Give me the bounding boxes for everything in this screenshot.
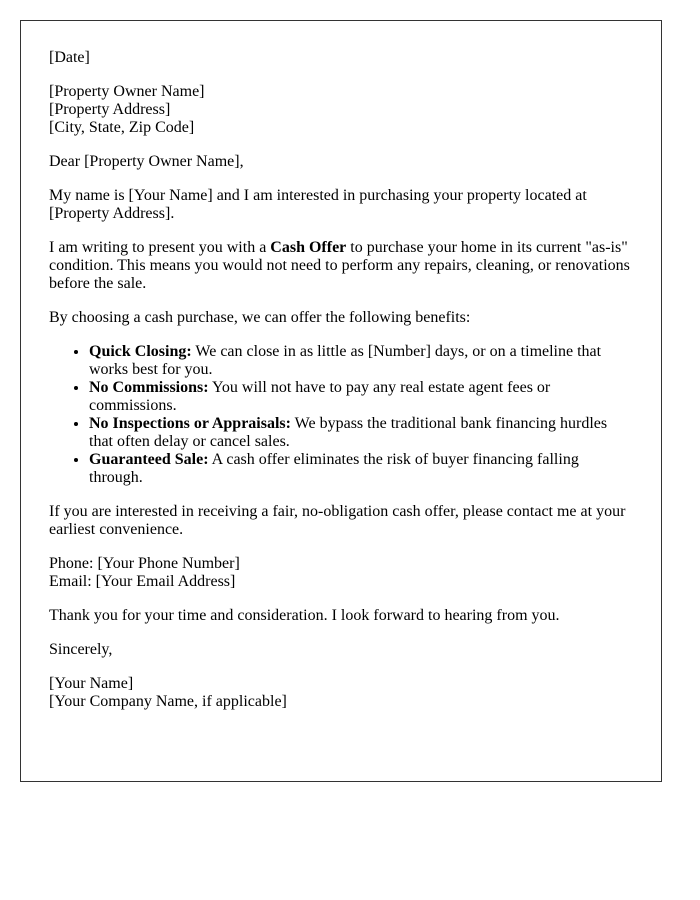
recipient-block [49, 83, 633, 137]
benefit-text: You will not have to pay any real estate agent fees or commissions. [89, 379, 551, 414]
benefit-item [89, 343, 633, 379]
benefit-title: No Inspections or Appraisals: [89, 415, 291, 432]
contact-email: Email: [Your Email Address] [49, 573, 236, 590]
recipient-address: [Property Address] [49, 101, 171, 118]
benefit-text: A cash offer eliminates the risk of buyer financing falling through. [89, 451, 579, 486]
salutation: Dear [Property Owner Name], [49, 153, 244, 170]
contact-intro: If you are interested in receiving a fair, no-obligation cash offer, please contact me at your earliest convenience. [49, 503, 626, 538]
benefit-text: We can close in as little as [Number] days, or on a timeline that works best for you. [89, 343, 602, 378]
benefit-title: No Commissions: [89, 379, 209, 396]
benefit-item [89, 415, 633, 451]
offer-bold: Cash Offer [270, 239, 347, 256]
benefit-item [89, 451, 633, 487]
benefit-item [89, 379, 633, 415]
date: [Date] [49, 49, 90, 66]
signature-name: [Your Name] [49, 675, 134, 692]
letter [20, 20, 662, 782]
recipient-name: [Property Owner Name] [49, 83, 205, 100]
offer-text-before: I am writing to present you with a [49, 239, 271, 256]
signature-block [49, 675, 633, 711]
benefits-intro: By choosing a cash purchase, we can offer the following benefits: [49, 309, 471, 326]
intro-paragraph: My name is [Your Name] and I am interested in purchasing your property located at [Property Address]. [49, 187, 587, 222]
thanks-paragraph: Thank you for your time and consideration. I look forward to hearing from you. [49, 607, 560, 624]
contact-block [49, 555, 633, 591]
benefit-text: We bypass the traditional bank financing hurdles that often delay or cancel sales. [89, 415, 608, 450]
contact-phone: Phone: [Your Phone Number] [49, 555, 240, 572]
offer-paragraph [49, 239, 633, 293]
benefit-title: Guaranteed Sale: [89, 451, 209, 468]
recipient-city: [City, State, Zip Code] [49, 119, 195, 136]
benefit-title: Quick Closing: [89, 343, 192, 360]
signature-company: [Your Company Name, if applicable] [49, 693, 287, 710]
closing: Sincerely, [49, 641, 113, 658]
offer-text-after: to purchase your home in its current "as-is" condition. This means you would not need to perform any repairs, cleaning, or renovations before the sale. [49, 239, 630, 292]
benefits-list [49, 343, 633, 487]
